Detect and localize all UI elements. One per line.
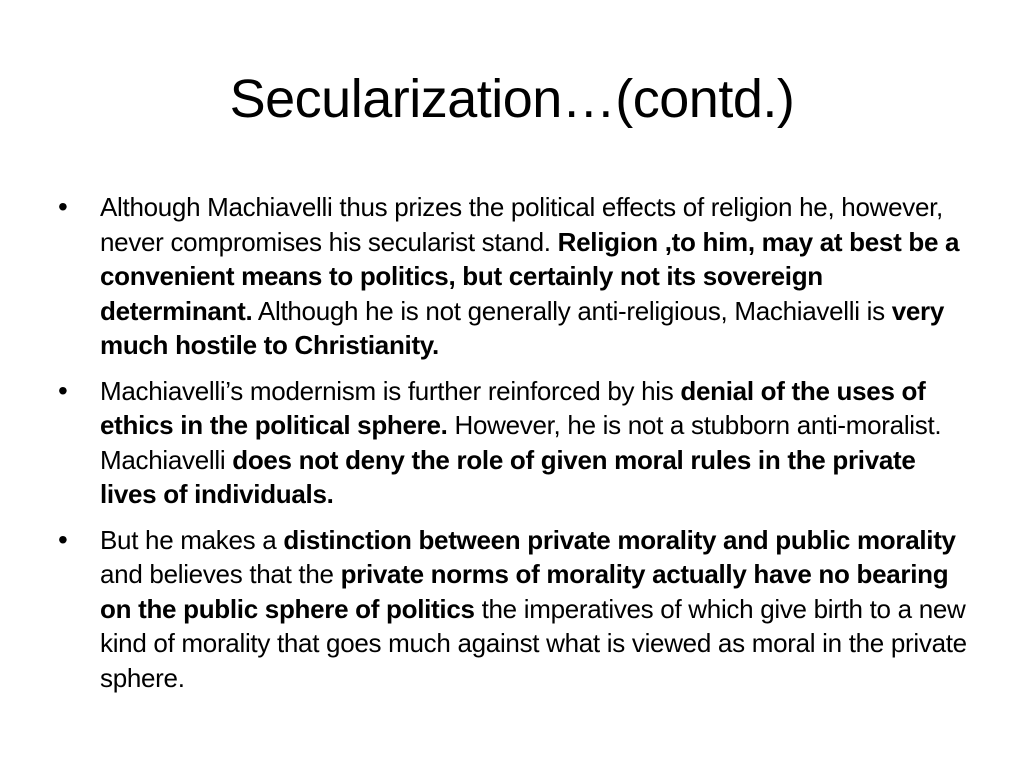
bullet-text-run: But he makes a	[100, 524, 284, 555]
bullet-text-run-bold: distinction between private morality and public morality	[283, 524, 956, 555]
bullet-text-run: the imperatives of which give birth to a new kind of morality that goes much against what is viewed as moral in the private sphere.	[100, 593, 967, 693]
bullet-text-run-bold: Religion ,to him, may at best be a convenient means to politics, but certainly not its sovereign determinant.	[100, 226, 960, 326]
bullet-text-run-bold: private norms of morality actually have no bearing on the public sphere of politics	[100, 559, 949, 624]
bullet-text-run-bold: very much hostile to Christianity.	[100, 295, 945, 360]
bullet-text-run-bold: denial of the uses of ethics in the political sphere.	[100, 375, 926, 440]
bullet-icon: •	[58, 523, 68, 555]
bullet-text-run-bold: does not deny the role of given moral rules in the private lives of individuals.	[100, 444, 916, 509]
bullet-icon: •	[58, 191, 68, 222]
bullet-text-run: and believes that the	[100, 559, 341, 589]
bullet-text-run: Machiavelli’s modernism is further reinforced by his	[100, 375, 681, 406]
bullet-item	[56, 374, 976, 512]
bullet-list	[56, 190, 976, 706]
bullet-text-run: Although Machiavelli thus prizes the political effects of religion he, however, never compromises his secularist stand.	[100, 192, 943, 257]
bullet-item	[56, 190, 976, 363]
slide-title: Secularization…(contd.)	[229, 69, 795, 129]
bullet-text-run: Although he is not generally anti-religious, Machiavelli is	[252, 295, 892, 326]
bullet-item	[56, 523, 976, 696]
bullet-icon: •	[58, 374, 68, 406]
bullet-text-run: However, he is not a stubborn anti-moralist. Machiavelli	[100, 410, 942, 475]
